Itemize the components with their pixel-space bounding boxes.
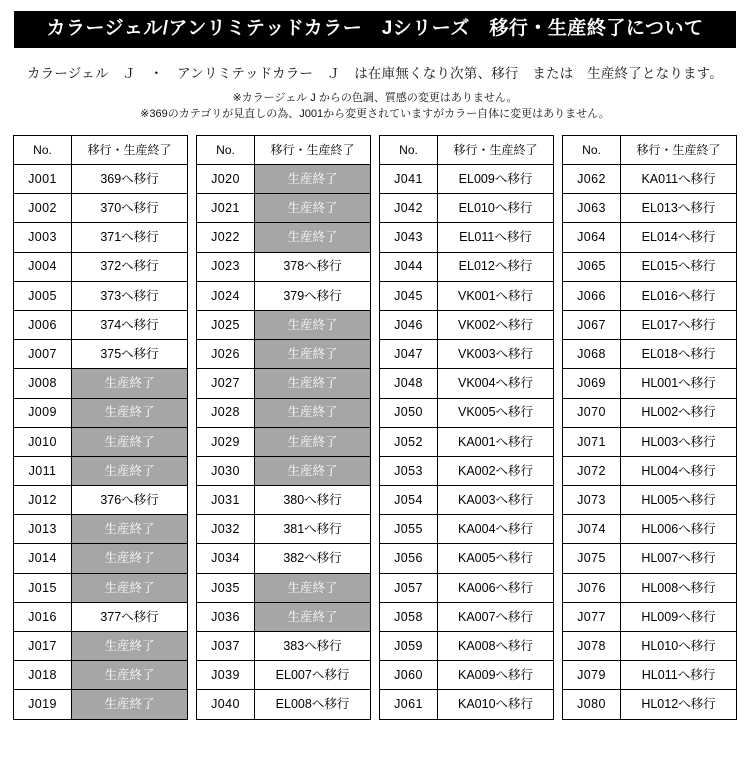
table-row xyxy=(14,340,188,369)
table-row xyxy=(563,456,737,485)
table-row xyxy=(563,427,737,456)
status-transition: KA002へ移行 xyxy=(438,456,554,485)
product-code: J045 xyxy=(380,281,438,310)
table-row xyxy=(197,223,371,252)
status-transition: 370へ移行 xyxy=(72,194,188,223)
product-code: J027 xyxy=(197,369,255,398)
table-row xyxy=(380,223,554,252)
table-row xyxy=(563,661,737,690)
product-code: J046 xyxy=(380,310,438,339)
status-transition: VK003へ移行 xyxy=(438,340,554,369)
status-transition: 369へ移行 xyxy=(72,165,188,194)
table-row xyxy=(14,632,188,661)
product-code: J013 xyxy=(14,515,72,544)
table-row xyxy=(14,398,188,427)
table-row xyxy=(563,486,737,515)
table-row xyxy=(563,165,737,194)
column-header-status: 移行・生産終了 xyxy=(72,135,188,164)
product-code: J070 xyxy=(563,398,621,427)
product-code: J004 xyxy=(14,252,72,281)
table-row xyxy=(380,369,554,398)
product-code: J079 xyxy=(563,661,621,690)
status-transition: KA008へ移行 xyxy=(438,632,554,661)
status-transition: 372へ移行 xyxy=(72,252,188,281)
product-code: J039 xyxy=(197,661,255,690)
product-code: J041 xyxy=(380,165,438,194)
table-row xyxy=(197,661,371,690)
product-code: J071 xyxy=(563,427,621,456)
status-transition: 378へ移行 xyxy=(255,252,371,281)
status-discontinued: 生産終了 xyxy=(255,602,371,631)
status-discontinued: 生産終了 xyxy=(255,456,371,485)
status-transition: EL016へ移行 xyxy=(621,281,737,310)
status-discontinued: 生産終了 xyxy=(255,573,371,602)
product-code: J057 xyxy=(380,573,438,602)
table-row xyxy=(380,194,554,223)
product-code: J043 xyxy=(380,223,438,252)
status-transition: KA011へ移行 xyxy=(621,165,737,194)
product-code: J050 xyxy=(380,398,438,427)
product-code: J047 xyxy=(380,340,438,369)
product-code: J012 xyxy=(14,486,72,515)
product-code: J077 xyxy=(563,602,621,631)
table-row xyxy=(380,252,554,281)
product-code: J007 xyxy=(14,340,72,369)
product-table xyxy=(379,135,554,720)
table-row xyxy=(14,544,188,573)
column-header-no: No. xyxy=(563,135,621,164)
tables-container xyxy=(13,135,737,720)
product-code: J055 xyxy=(380,515,438,544)
product-code: J069 xyxy=(563,369,621,398)
status-transition: EL007へ移行 xyxy=(255,661,371,690)
status-transition: EL009へ移行 xyxy=(438,165,554,194)
product-code: J011 xyxy=(14,456,72,485)
table-row xyxy=(14,456,188,485)
table-row xyxy=(563,252,737,281)
table-row xyxy=(197,194,371,223)
product-code: J065 xyxy=(563,252,621,281)
product-code: J029 xyxy=(197,427,255,456)
product-code: J072 xyxy=(563,456,621,485)
product-code: J028 xyxy=(197,398,255,427)
product-code: J031 xyxy=(197,486,255,515)
note-line-2: ※369のカテゴリが見直しの為、J001から変更されていますがカラー自体に変更はありません。 xyxy=(140,108,610,121)
table-row xyxy=(380,602,554,631)
product-code: J016 xyxy=(14,602,72,631)
product-code: J064 xyxy=(563,223,621,252)
status-transition: EL018へ移行 xyxy=(621,340,737,369)
status-discontinued: 生産終了 xyxy=(255,369,371,398)
product-code: J061 xyxy=(380,690,438,719)
status-transition: KA001へ移行 xyxy=(438,427,554,456)
table-row xyxy=(14,223,188,252)
table-row xyxy=(197,369,371,398)
table-row xyxy=(563,515,737,544)
product-code: J067 xyxy=(563,310,621,339)
table-row xyxy=(380,340,554,369)
column-header-status: 移行・生産終了 xyxy=(255,135,371,164)
status-transition: EL013へ移行 xyxy=(621,194,737,223)
product-code: J014 xyxy=(14,544,72,573)
document-page xyxy=(0,11,750,761)
table-row xyxy=(380,486,554,515)
table-row xyxy=(14,690,188,719)
product-code: J036 xyxy=(197,602,255,631)
status-transition: HL005へ移行 xyxy=(621,486,737,515)
product-code: J062 xyxy=(563,165,621,194)
table-row xyxy=(14,369,188,398)
status-transition: 383へ移行 xyxy=(255,632,371,661)
status-transition: KA003へ移行 xyxy=(438,486,554,515)
status-discontinued: 生産終了 xyxy=(72,456,188,485)
product-code: J025 xyxy=(197,310,255,339)
table-row xyxy=(380,165,554,194)
product-code: J044 xyxy=(380,252,438,281)
status-transition: EL011へ移行 xyxy=(438,223,554,252)
status-discontinued: 生産終了 xyxy=(72,515,188,544)
status-discontinued: 生産終了 xyxy=(72,544,188,573)
column-header-status: 移行・生産終了 xyxy=(621,135,737,164)
status-transition: HL009へ移行 xyxy=(621,602,737,631)
page-title: カラージェル/アンリミテッドカラー Jシリーズ 移行・生産終了について xyxy=(14,11,736,48)
table-row xyxy=(14,194,188,223)
status-transition: KA010へ移行 xyxy=(438,690,554,719)
table-row xyxy=(14,486,188,515)
status-transition: HL002へ移行 xyxy=(621,398,737,427)
table-row xyxy=(14,515,188,544)
product-code: J002 xyxy=(14,194,72,223)
product-code: J058 xyxy=(380,602,438,631)
table-row xyxy=(380,661,554,690)
table-row xyxy=(563,281,737,310)
table-row xyxy=(380,310,554,339)
table-row xyxy=(380,427,554,456)
status-transition: 379へ移行 xyxy=(255,281,371,310)
table-header-row xyxy=(563,135,737,164)
table-row xyxy=(563,194,737,223)
table-row xyxy=(197,632,371,661)
product-code: J056 xyxy=(380,544,438,573)
product-code: J063 xyxy=(563,194,621,223)
table-row xyxy=(197,602,371,631)
column-header-status: 移行・生産終了 xyxy=(438,135,554,164)
product-code: J076 xyxy=(563,573,621,602)
product-code: J074 xyxy=(563,515,621,544)
product-code: J066 xyxy=(563,281,621,310)
table-row xyxy=(197,486,371,515)
table-row xyxy=(563,602,737,631)
product-code: J024 xyxy=(197,281,255,310)
status-discontinued: 生産終了 xyxy=(255,340,371,369)
table-row xyxy=(380,398,554,427)
product-code: J009 xyxy=(14,398,72,427)
status-transition: VK002へ移行 xyxy=(438,310,554,339)
table-row xyxy=(380,281,554,310)
product-code: J032 xyxy=(197,515,255,544)
product-code: J005 xyxy=(14,281,72,310)
status-transition: KA007へ移行 xyxy=(438,602,554,631)
product-table xyxy=(13,135,188,720)
table-row xyxy=(563,223,737,252)
product-code: J030 xyxy=(197,456,255,485)
product-code: J060 xyxy=(380,661,438,690)
table-row xyxy=(14,661,188,690)
product-code: J059 xyxy=(380,632,438,661)
status-transition: HL007へ移行 xyxy=(621,544,737,573)
table-row xyxy=(197,515,371,544)
status-discontinued: 生産終了 xyxy=(255,223,371,252)
product-code: J026 xyxy=(197,340,255,369)
table-row xyxy=(197,165,371,194)
product-code: J042 xyxy=(380,194,438,223)
status-transition: VK001へ移行 xyxy=(438,281,554,310)
table-row xyxy=(14,427,188,456)
status-transition: HL011へ移行 xyxy=(621,661,737,690)
status-transition: KA009へ移行 xyxy=(438,661,554,690)
status-transition: 371へ移行 xyxy=(72,223,188,252)
status-transition: VK005へ移行 xyxy=(438,398,554,427)
product-code: J003 xyxy=(14,223,72,252)
status-discontinued: 生産終了 xyxy=(72,369,188,398)
table-row xyxy=(197,398,371,427)
product-code: J021 xyxy=(197,194,255,223)
table-row xyxy=(197,427,371,456)
table-row xyxy=(14,281,188,310)
product-code: J080 xyxy=(563,690,621,719)
status-transition: 377へ移行 xyxy=(72,602,188,631)
table-row xyxy=(14,602,188,631)
table-row xyxy=(197,573,371,602)
table-row xyxy=(14,573,188,602)
product-code: J035 xyxy=(197,573,255,602)
table-row xyxy=(197,544,371,573)
status-transition: 376へ移行 xyxy=(72,486,188,515)
column-header-no: No. xyxy=(197,135,255,164)
table-row xyxy=(380,690,554,719)
product-code: J053 xyxy=(380,456,438,485)
status-discontinued: 生産終了 xyxy=(72,398,188,427)
product-code: J019 xyxy=(14,690,72,719)
status-transition: EL010へ移行 xyxy=(438,194,554,223)
table-row xyxy=(563,340,737,369)
table-row xyxy=(14,310,188,339)
note-line-1: ※カラージェル J からの色調、質感の変更はありません。 xyxy=(232,91,518,104)
table-row xyxy=(563,690,737,719)
status-discontinued: 生産終了 xyxy=(72,632,188,661)
status-transition: HL010へ移行 xyxy=(621,632,737,661)
status-transition: 374へ移行 xyxy=(72,310,188,339)
status-transition: EL012へ移行 xyxy=(438,252,554,281)
product-code: J052 xyxy=(380,427,438,456)
table-row xyxy=(563,310,737,339)
status-transition: KA006へ移行 xyxy=(438,573,554,602)
status-discontinued: 生産終了 xyxy=(255,194,371,223)
status-transition: VK004へ移行 xyxy=(438,369,554,398)
table-row xyxy=(197,281,371,310)
status-discontinued: 生産終了 xyxy=(255,427,371,456)
product-code: J017 xyxy=(14,632,72,661)
status-transition: HL001へ移行 xyxy=(621,369,737,398)
status-discontinued: 生産終了 xyxy=(255,310,371,339)
status-transition: KA004へ移行 xyxy=(438,515,554,544)
product-table xyxy=(562,135,737,720)
lede-text: カラージェル Ｊ ・ アンリミテッドカラー Ｊ は在庫無くなり次第、移行 または 生産終了となります。 xyxy=(26,65,724,81)
status-transition: 375へ移行 xyxy=(72,340,188,369)
product-code: J001 xyxy=(14,165,72,194)
product-code: J037 xyxy=(197,632,255,661)
status-transition: HL003へ移行 xyxy=(621,427,737,456)
status-discontinued: 生産終了 xyxy=(72,690,188,719)
status-transition: 380へ移行 xyxy=(255,486,371,515)
table-row xyxy=(14,252,188,281)
status-discontinued: 生産終了 xyxy=(72,573,188,602)
status-transition: EL008へ移行 xyxy=(255,690,371,719)
product-code: J034 xyxy=(197,544,255,573)
table-row xyxy=(380,515,554,544)
table-row xyxy=(380,456,554,485)
table-row xyxy=(380,544,554,573)
product-code: J008 xyxy=(14,369,72,398)
product-code: J006 xyxy=(14,310,72,339)
table-row xyxy=(197,340,371,369)
product-code: J068 xyxy=(563,340,621,369)
table-row xyxy=(563,632,737,661)
status-transition: HL006へ移行 xyxy=(621,515,737,544)
table-row xyxy=(197,690,371,719)
product-code: J075 xyxy=(563,544,621,573)
notes-block xyxy=(0,90,750,123)
product-code: J040 xyxy=(197,690,255,719)
status-transition: EL017へ移行 xyxy=(621,310,737,339)
table-header-row xyxy=(380,135,554,164)
product-code: J054 xyxy=(380,486,438,515)
table-row xyxy=(563,398,737,427)
product-code: J015 xyxy=(14,573,72,602)
status-discontinued: 生産終了 xyxy=(72,427,188,456)
status-transition: 381へ移行 xyxy=(255,515,371,544)
product-code: J020 xyxy=(197,165,255,194)
table-row xyxy=(197,456,371,485)
product-code: J010 xyxy=(14,427,72,456)
table-row xyxy=(380,632,554,661)
status-transition: HL012へ移行 xyxy=(621,690,737,719)
product-code: J048 xyxy=(380,369,438,398)
status-discontinued: 生産終了 xyxy=(72,661,188,690)
status-transition: 373へ移行 xyxy=(72,281,188,310)
table-header-row xyxy=(14,135,188,164)
column-header-no: No. xyxy=(380,135,438,164)
status-transition: 382へ移行 xyxy=(255,544,371,573)
table-header-row xyxy=(197,135,371,164)
status-transition: EL014へ移行 xyxy=(621,223,737,252)
product-code: J022 xyxy=(197,223,255,252)
product-code: J018 xyxy=(14,661,72,690)
product-code: J073 xyxy=(563,486,621,515)
product-code: J078 xyxy=(563,632,621,661)
status-transition: HL004へ移行 xyxy=(621,456,737,485)
table-row xyxy=(563,544,737,573)
status-discontinued: 生産終了 xyxy=(255,165,371,194)
column-header-no: No. xyxy=(14,135,72,164)
table-row xyxy=(14,165,188,194)
status-transition: HL008へ移行 xyxy=(621,573,737,602)
table-row xyxy=(197,310,371,339)
table-row xyxy=(380,573,554,602)
status-discontinued: 生産終了 xyxy=(255,398,371,427)
product-code: J023 xyxy=(197,252,255,281)
table-row xyxy=(563,573,737,602)
status-transition: EL015へ移行 xyxy=(621,252,737,281)
table-row xyxy=(197,252,371,281)
status-transition: KA005へ移行 xyxy=(438,544,554,573)
product-table xyxy=(196,135,371,720)
table-row xyxy=(563,369,737,398)
